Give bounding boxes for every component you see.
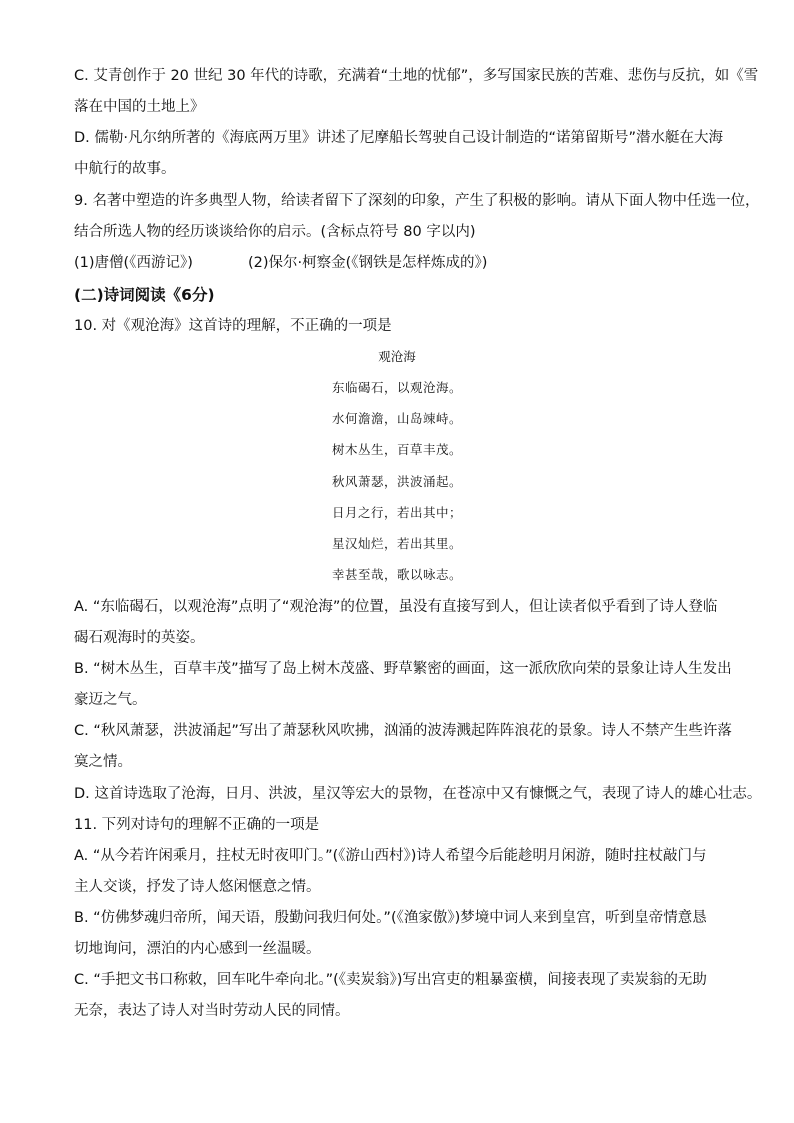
- q10-option-c-line-2: 寞之情。: [74, 754, 132, 770]
- q9-stem-line-2: 结合所选人物的经历谈谈给你的启示。(含标点符号 80 字以内): [74, 224, 476, 240]
- q10-option-b-line-1: B. “树木丛生，百草丰茂”描写了岛上树木茂盛、野草繁密的画面，这一派欣欣向荣的景象让诗人生发出: [74, 661, 732, 677]
- poem-line-3: 树木丛生，百草丰茂。: [331, 442, 462, 457]
- q8-option-c-line-1: C. 艾青创作于 20 世纪 30 年代的诗歌，充满着“土地的忧郁”，多写国家民族的苦难、悲伤与反抗，如《雪: [74, 68, 759, 84]
- poem-line-7: 幸甚至哉，歌以咏志。: [331, 567, 462, 582]
- q11-option-b-line-2: 切地询问，漂泊的内心感到一丝温暖。: [74, 941, 321, 957]
- poem-line-4: 秋风萧瑟，洪波涌起。: [331, 474, 462, 489]
- q8-option-c-line-2: 落在中国的土地上》: [74, 99, 205, 115]
- q10-option-c-line-1: C. “秋风萧瑟，洪波涌起”写出了萧瑟秋风吹拂，汹涌的波涛溅起阵阵浪花的景象。诗人不禁产生些许落: [74, 723, 732, 739]
- q10-stem: 10. 对《观沧海》这首诗的理解，不正确的一项是: [74, 318, 392, 334]
- q11-option-a-line-1: A. “从今若许闲乘月，拄杖无时夜叩门。”(《游山西村》)诗人希望今后能趁明月闲游，随时拄杖敲门与: [74, 848, 707, 864]
- q10-option-a-line-1: A. “东临碣石，以观沧海”点明了“观沧海”的位置，虽没有直接写到人，但让读者似乎看到了诗人登临: [74, 599, 718, 615]
- poem-line-2: 水何澹澹，山岛竦峙。: [331, 411, 462, 426]
- q11-option-c-line-1: C. “手把文书口称敕，回车叱牛牵向北。”(《卖炭翁》)写出宫吏的粗暴蛮横，间接表现了卖炭翁的无助: [74, 972, 707, 988]
- q9-option-2: (2)保尔·柯察金(《钢铁是怎样炼成的》): [248, 255, 488, 271]
- q8-option-d-line-2: 中航行的故事。: [74, 161, 176, 177]
- q11-stem: 11. 下列对诗句的理解不正确的一项是: [74, 817, 320, 833]
- q11-option-b-line-1: B. “仿佛梦魂归帝所，闻天语，殷勤问我归何处。”(《渔家傲》)梦境中词人来到皇宫，听到皇帝情意恳: [74, 910, 707, 926]
- q10-option-a-line-2: 碣石观海时的英姿。: [74, 630, 205, 646]
- poem-line-1: 东临碣石，以观沧海。: [331, 380, 462, 395]
- poem-line-5: 日月之行，若出其中；: [331, 505, 462, 520]
- q9-stem-line-1: 9. 名著中塑造的许多典型人物，给读者留下了深刻的印象，产生了积极的影响。请从下面人物中任选一位，: [74, 193, 760, 209]
- q9-option-1: (1)唐僧(《西游记》): [74, 255, 193, 271]
- q11-option-c-line-2: 无奈，表达了诗人对当时劳动人民的同情。: [74, 1003, 350, 1019]
- q11-option-a-line-2: 主人交谈，抒发了诗人悠闲惬意之情。: [74, 879, 321, 895]
- poem-title: 观沧海: [378, 349, 416, 364]
- poem-line-6: 星汉灿烂，若出其里。: [331, 536, 462, 551]
- q10-option-b-line-2: 豪迈之气。: [74, 692, 147, 708]
- q8-option-d-line-1: D. 儒勒·凡尔纳所著的《海底两万里》讲述了尼摩船长驾驶自己设计制造的“诺第留斯号”潜水艇在大海: [74, 130, 724, 146]
- section-heading-poetry: (二)诗词阅读《6分): [74, 286, 215, 304]
- q10-option-d-line-1: D. 这首诗选取了沧海，日月、洪波，星汉等宏大的景物，在苍凉中又有慷慨之气，表现了诗人的雄心壮志。: [74, 786, 762, 802]
